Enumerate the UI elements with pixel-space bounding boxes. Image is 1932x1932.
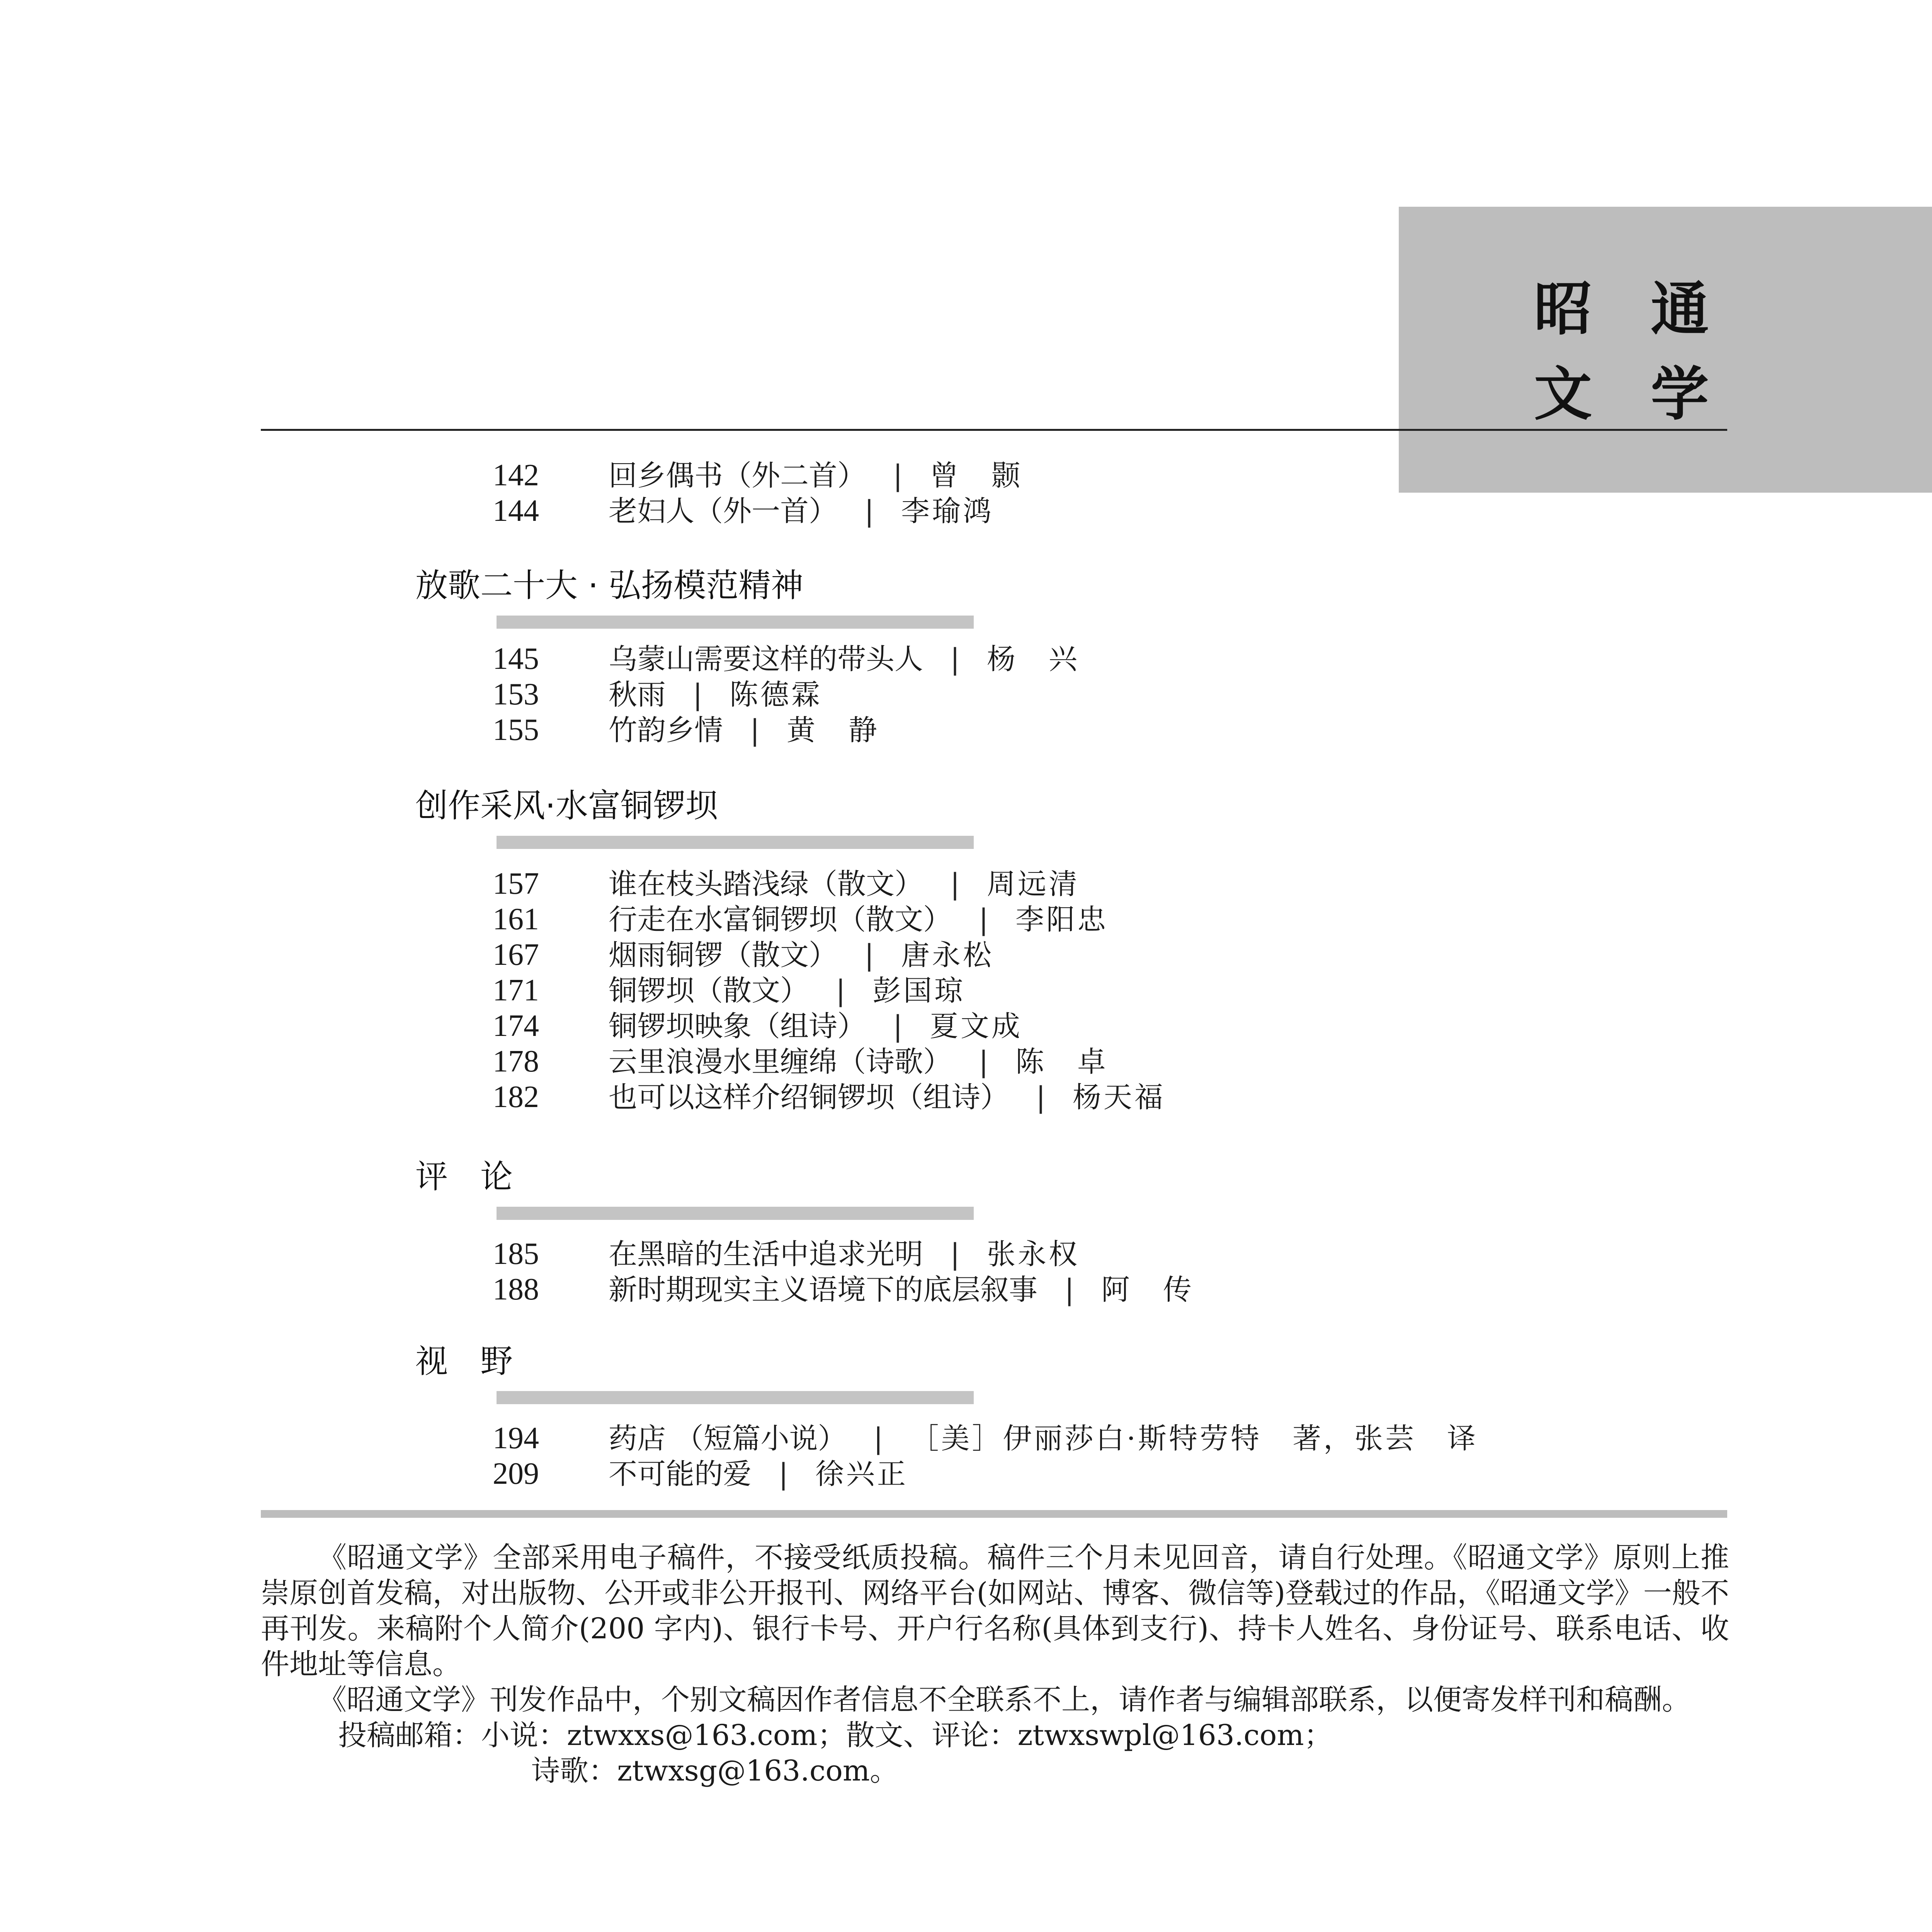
separator: | — [779, 1458, 788, 1491]
entry-title: 老妇人（外一首） — [609, 495, 837, 528]
entry-title: 铜锣坝映象（组诗） — [609, 1010, 866, 1043]
entry-title: 行走在水富铜锣坝（散文） — [609, 903, 952, 936]
toc-entry[interactable] — [493, 1421, 1478, 1456]
toc-entry[interactable] — [493, 458, 1022, 493]
entry-title: 烟雨铜锣（散文） — [609, 939, 837, 972]
separator: | — [950, 643, 960, 676]
section-underline-bar — [497, 1391, 974, 1404]
entry-title: 也可以这样介绍铜锣坝（组诗） — [609, 1081, 1009, 1114]
toc-entry[interactable] — [493, 641, 1080, 676]
page-number: 209 — [493, 1457, 539, 1491]
toc-entry[interactable] — [493, 713, 879, 747]
toc-entry[interactable] — [493, 937, 994, 972]
section-heading: 放歌二十大 · 弘扬模范精神 — [415, 566, 804, 604]
entry-title: 乌蒙山需要这样的带头人 — [609, 643, 923, 676]
notice-paragraph: 《昭通文学》刊发作品中，个别文稿因作者信息不全联系不上，请作者与编辑部联系，以便寄发样刊和稿酬。 — [318, 1683, 1690, 1716]
entry-author: 陈 卓 — [1015, 1045, 1108, 1078]
page-number: 161 — [493, 902, 539, 936]
entry-author: 唐永松 — [901, 939, 994, 972]
entry-title: 竹韵乡情 — [609, 714, 723, 747]
page-number: 144 — [493, 494, 539, 528]
toc-entry[interactable] — [493, 902, 1108, 937]
entry-author: 阿 传 — [1101, 1273, 1194, 1306]
separator: | — [950, 867, 960, 901]
entry-author: 李瑜鸿 — [901, 495, 994, 528]
toc-entry[interactable] — [493, 1456, 908, 1491]
entry-author: 夏文成 — [929, 1010, 1022, 1043]
section-underline-bar — [497, 1207, 974, 1220]
entry-author: 杨天福 — [1072, 1081, 1165, 1114]
toc-entry[interactable] — [493, 866, 1080, 901]
page-number: 178 — [493, 1044, 539, 1078]
submission-notice — [261, 1540, 1729, 1789]
entry-title: 新时期现实主义语境下的底层叙事 — [609, 1273, 1037, 1306]
entry-author: 黄 静 — [786, 714, 879, 747]
notice-paragraph: 《昭通文学》全部采用电子稿件，不接受纸质投稿。稿件三个月未见回音，请自行处理。《昭通文学》原则上推崇原创首发稿，对出版物、公开或非公开报刊、网络平台(如网站、博客、微信等)登载过的作品，《昭通文学》一般不再刊发。来稿附个人简介(200 字内)、银行卡号、开户行名称(具体到支行)、持卡人姓名、身份证号、联系电话、收件地址等信息。 — [261, 1541, 1729, 1681]
separator: | — [750, 714, 760, 747]
page-number: 171 — [493, 973, 539, 1007]
entry-author: 杨 兴 — [986, 643, 1080, 676]
page-number: 194 — [493, 1421, 539, 1455]
entry-author: 陈德霖 — [729, 678, 822, 711]
entry-author: 周远清 — [986, 867, 1080, 901]
page-number: 174 — [493, 1009, 539, 1043]
entry-title: 云里浪漫水里缠绵（诗歌） — [609, 1045, 952, 1078]
entry-author: ［美］伊丽莎白·斯特劳特 著，张芸 译 — [910, 1422, 1478, 1455]
toc-entry[interactable] — [493, 1044, 1108, 1079]
toc-entry[interactable] — [493, 1080, 1165, 1114]
entry-title: 不可能的爱 — [609, 1458, 752, 1491]
entry-title: 谁在枝头踏浅绿（散文） — [609, 867, 923, 901]
submission-emails: 投稿邮箱：小说：ztwxxs@163.com；散文、评论：ztwxswpl@163.com； — [338, 1719, 1333, 1752]
toc-entry[interactable] — [493, 1272, 1194, 1307]
top-divider — [261, 429, 1727, 431]
toc-entry[interactable] — [493, 493, 994, 528]
bottom-divider — [261, 1510, 1727, 1518]
page-number: 145 — [493, 642, 539, 676]
separator: | — [864, 495, 874, 528]
page-number: 185 — [493, 1237, 539, 1271]
section-heading: 评 论 — [415, 1158, 513, 1196]
entry-author: 曾 颢 — [929, 459, 1022, 492]
submission-emails-poetry: 诗歌：ztwxsg@163.com。 — [531, 1754, 899, 1787]
entry-title: 铜锣坝（散文） — [609, 974, 809, 1007]
toc-entry[interactable] — [493, 973, 965, 1008]
page-number: 155 — [493, 713, 539, 747]
entry-title: 药店 （短篇小说） — [609, 1422, 847, 1455]
separator: | — [693, 678, 702, 711]
entry-title: 在黑暗的生活中追求光明 — [609, 1238, 923, 1271]
page-number: 188 — [493, 1272, 539, 1306]
separator: | — [873, 1422, 883, 1455]
page-number: 167 — [493, 938, 539, 972]
separator: | — [1065, 1273, 1074, 1306]
separator: | — [836, 974, 845, 1007]
toc-entry[interactable] — [493, 1236, 1080, 1271]
page-number: 142 — [493, 458, 539, 492]
section-heading: 视 野 — [415, 1342, 513, 1380]
journal-title-line1: 昭 通 — [1534, 275, 1728, 343]
journal-title-line2: 文 学 — [1534, 360, 1728, 428]
separator: | — [979, 903, 988, 936]
toc-entry[interactable] — [493, 1009, 1022, 1043]
entry-title: 秋雨 — [609, 678, 666, 711]
toc-entry[interactable] — [493, 677, 822, 712]
section-heading: 创作采风·水富铜锣坝 — [415, 787, 718, 825]
section-underline-bar — [497, 836, 974, 849]
separator: | — [950, 1238, 960, 1271]
separator: | — [893, 459, 903, 492]
separator: | — [864, 939, 874, 972]
entry-author: 张永权 — [986, 1238, 1080, 1271]
page-number: 157 — [493, 867, 539, 901]
page-number: 182 — [493, 1080, 539, 1114]
page-number: 153 — [493, 677, 539, 711]
entry-author: 徐兴正 — [815, 1458, 908, 1491]
separator: | — [1036, 1081, 1046, 1114]
separator: | — [893, 1010, 903, 1043]
entry-author: 李阳忠 — [1015, 903, 1108, 936]
separator: | — [979, 1045, 988, 1078]
entry-author: 彭国琼 — [872, 974, 965, 1007]
entry-title: 回乡偶书（外二首） — [609, 459, 866, 492]
journal-title — [1534, 267, 1735, 437]
section-underline-bar — [497, 616, 974, 629]
